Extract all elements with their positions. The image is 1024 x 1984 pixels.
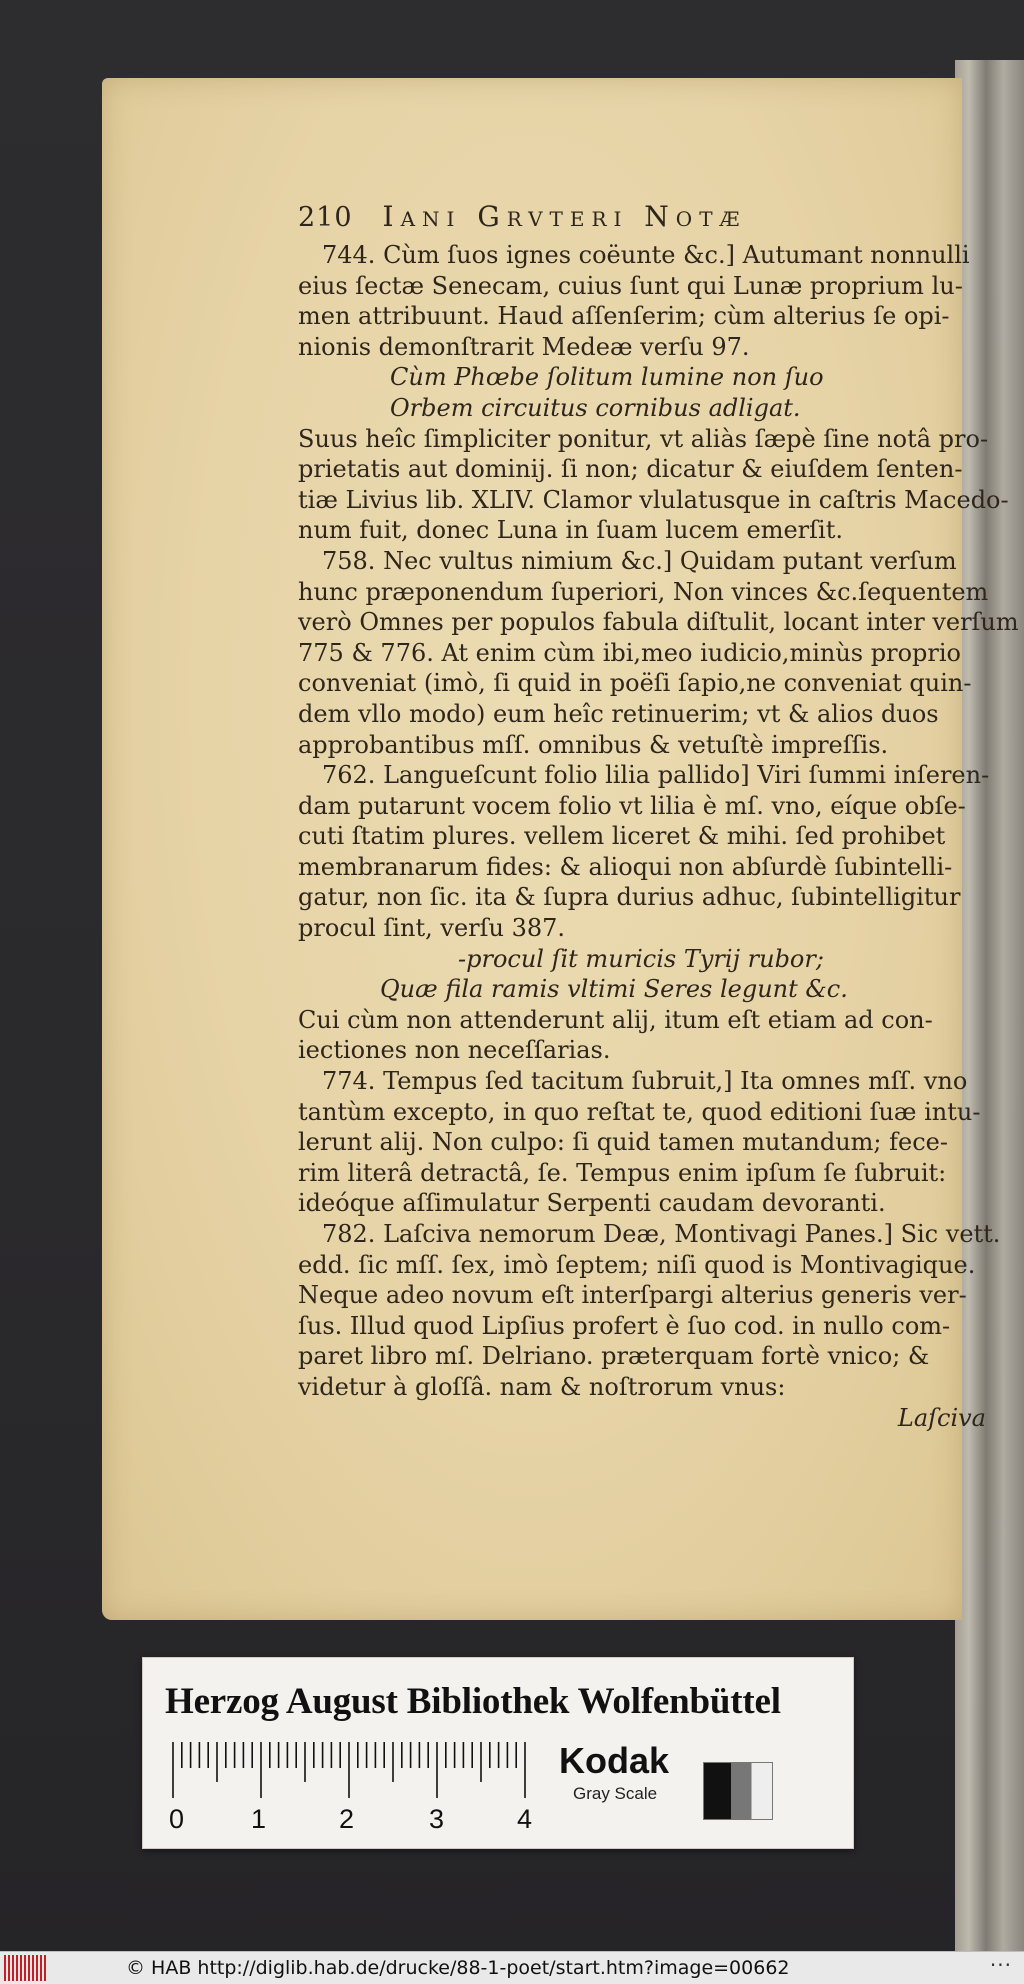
page-content (298, 200, 1019, 1433)
text-line: membranarum fides: & alioqui non abſurdè ſubintelli- (298, 852, 953, 881)
text-line: eius ſectæ Senecam, cuius ſunt qui Lunæ proprium lu- (298, 271, 963, 300)
more-options-icon[interactable]: ··· (989, 1953, 1012, 1977)
text-line: paret libro mſ. Delriano. præterquam fortè vnico; & (298, 1342, 930, 1371)
text-line: nionis demonſtrarit Medeæ verſu 97. (298, 332, 750, 361)
copyright-link[interactable]: © HAB http://diglib.hab.de/drucke/88-1-poet/start.htm?image=00662 (126, 1957, 790, 1979)
text-line: dem vllo modo) eum heîc retinuerim; vt & alios duos (298, 699, 939, 728)
page-header (298, 200, 998, 236)
text-line: num fuit, donec Luna in ſuam lucem emerſit. (298, 516, 843, 545)
text-line: 774. Tempus ſed tacitum ſubruit,] Ita omnes mſſ. vno (322, 1067, 968, 1096)
text-line: videtur à gloſſâ. nam & noſtrorum vnus: (298, 1372, 786, 1401)
text-line: Quæ fila ramis vltimi Seres legunt &c. (380, 975, 848, 1004)
text-line: 744. Cùm ſuos ignes coëunte &c.] Autumant nonnulli (322, 241, 970, 269)
book-page (102, 78, 1019, 1620)
text-line: rim literâ detractâ, ſe. Tempus enim ipſum ſe ſubruit: (298, 1158, 947, 1187)
text-line: 758. Nec vultus nimium &c.] Quidam putant verſum (322, 546, 957, 575)
catchword: Laſciva (897, 1403, 986, 1432)
hab-logo-icon (4, 1955, 48, 1981)
kodak-logo: Kodak (559, 1740, 670, 1781)
text-line: 762. Langueſcunt folio lilia pallido] Viri ſummi inſeren- (322, 761, 990, 790)
text-line: men attribuunt. Haud aſſenſerim; cùm alterius ſe opi- (298, 302, 950, 331)
text-line: dam putarunt vocem folio vt lilia è mſ. vno, eíque obſe- (298, 791, 966, 820)
text-line: Cùm Phœbe ſolitum lumine non ſuo (390, 363, 824, 392)
text-line: verò Omnes per populos fabula diſtulit, locant inter verſum (298, 608, 1019, 637)
library-color-card (142, 1657, 854, 1849)
running-head: Iani Grvteri Notæ (382, 200, 747, 233)
text-line: conveniat (imò, ſi quid in poëſi ſapio,ne conveniat quin- (298, 669, 972, 698)
footer-bar (0, 1951, 1024, 1984)
text-line: lerunt alij. Non culpo: ſi quid tamen mutandum; fece- (298, 1128, 948, 1157)
text-line: -procul ſit muricis Tyrij rubor; (458, 944, 824, 973)
gray-scale-label: Gray Scale (573, 1784, 658, 1803)
ruler-numbers (169, 1804, 569, 1838)
text-line: ſus. Illud quod Lipſius profert è ſuo cod. in nullo com- (298, 1311, 951, 1340)
text-line: 782. Laſciva nemorum Deæ, Montivagi Panes.] Sic vett. (322, 1220, 1001, 1248)
text-line: ideóque aſſimulatur Serpenti caudam devoranti. (298, 1189, 886, 1218)
text-line: gatur, non ſic. ita & ſupra durius adhuc, ſubintelligitur (298, 883, 961, 912)
ruler-number: 2 (339, 1804, 355, 1834)
text-line: Suus heîc ſimpliciter ponitur, vt aliàs ſæpè ſine notâ pro- (298, 424, 989, 453)
text-line: edd. ſic mſſ. ſex, imò ſeptem; niſi quod is Montivagique. (298, 1250, 976, 1279)
text-line: prietatis aut dominij. ſi non; dicatur & eiuſdem ſenten- (298, 455, 963, 484)
text-line: Neque adeo novum eſt interſpargi alterius generis ver- (298, 1281, 967, 1310)
ruler-number: 0 (169, 1804, 185, 1834)
text-line: cuti ſtatim plures. vellem liceret & mihi. ſed prohibet (298, 822, 946, 851)
text-line: hunc præponendum ſuperiori, Non vinces &c.ſequentem (298, 577, 989, 606)
text-line: Cui cùm non attenderunt alij, itum eſt etiam ad con- (298, 1005, 933, 1034)
library-name: Herzog August Bibliothek Wolfenbüttel (165, 1681, 781, 1722)
text-line: approbantibus mſſ. omnibus & vetuſtè impreſſis. (298, 730, 889, 759)
page-number: 210 (298, 202, 353, 233)
text-line: Orbem circuitus cornibus adligat. (390, 393, 801, 422)
text-line: tiæ Livius lib. XLIV. Clamor vlulatusque in caſtris Macedo- (298, 485, 1009, 514)
ruler-scale (169, 1740, 529, 1800)
text-line: 775 & 776. At enim cùm ibi,meo iudicio,minùs proprio (298, 638, 961, 667)
ruler-number: 1 (251, 1804, 267, 1834)
text-line: iectiones non neceſſarias. (298, 1036, 611, 1065)
ruler-number: 4 (517, 1804, 533, 1834)
gray-scale-swatch (703, 1762, 773, 1820)
text-line: tantùm excepto, in quo reſtat te, quod editioni ſuæ intu- (298, 1097, 981, 1126)
text-line: procul ſint, verſu 387. (298, 914, 566, 943)
notes-body (298, 240, 1019, 1403)
ruler-number: 3 (429, 1804, 445, 1834)
